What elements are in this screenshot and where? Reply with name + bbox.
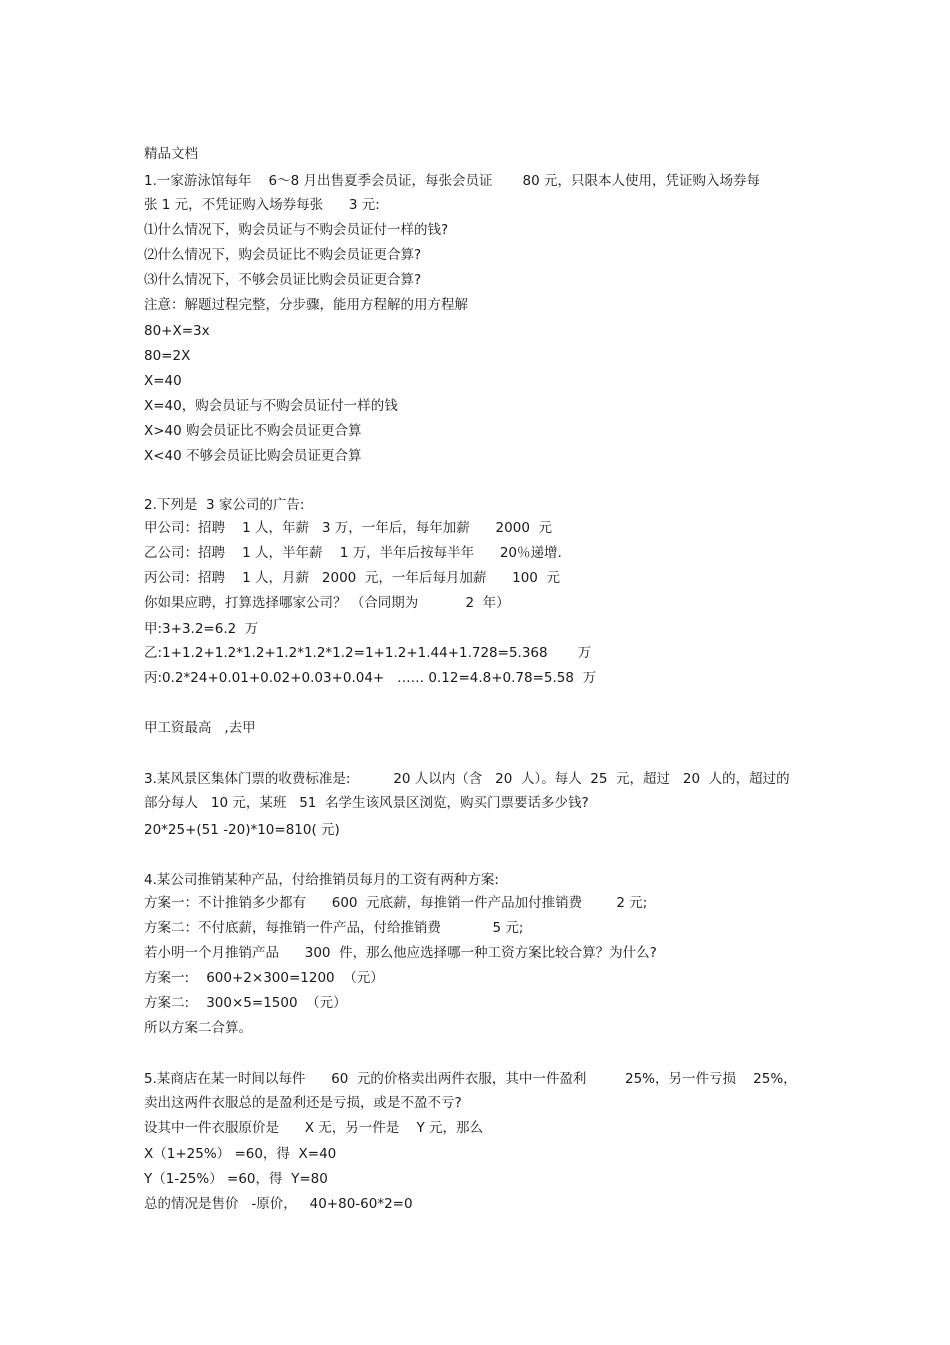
page-header: 精品文档 — [144, 146, 198, 162]
text-line: 总的情况是售价 -原价， 40+80-60*2=0 — [144, 1196, 413, 1212]
text-line: 1.一家游泳馆每年 6～8 月出售夏季会员证，每张会员证 80 元，只限本人使用，凭证购入场券每 — [144, 173, 761, 189]
text-line: 3.某风景区集体门票的收费标准是: 20 人以内（含 20 人）。每人 25 元，超过 20 人的，超过的 — [144, 771, 790, 787]
text-line: 方案一: 600+2×300=1200 （元） — [144, 970, 384, 986]
text-line: X>40 购会员证比不购会员证更合算 — [144, 423, 362, 439]
text-line: 20*25+(51 -20)*10=810( 元) — [144, 822, 340, 838]
text-line: 乙公司：招聘 1 人，半年薪 1 万，半年后按每半年 20％递增. — [144, 545, 562, 561]
text-line: 方案一：不计推销多少都有 600 元底薪，每推销一件产品加付推销费 2 元; — [144, 895, 648, 911]
text-line: 卖出这两件衣服总的是盈利还是亏损，或是不盈不亏? — [144, 1095, 462, 1111]
text-line: 80=2X — [144, 348, 191, 364]
text-line: 2.下列是 3 家公司的广告: — [144, 497, 305, 513]
text-line: 丙:0.2*24+0.01+0.02+0.03+0.04+ …… 0.12=4.8+0.78=5.58 万 — [144, 670, 597, 686]
text-line: 甲:3+3.2=6.2 万 — [144, 621, 259, 637]
text-line: X（1+25%） =60，得 X=40 — [144, 1146, 337, 1162]
text-line: 80+X=3x — [144, 323, 210, 339]
text-line: ⑴什么情况下，购会员证与不购会员证付一样的钱? — [144, 222, 449, 238]
text-line: X=40，购会员证与不购会员证付一样的钱 — [144, 398, 398, 414]
text-line: 乙:1+1.2+1.2*1.2+1.2*1.2*1.2=1+1.2+1.44+1.728=5.368 万 — [144, 645, 592, 661]
text-line: 部分每人 10 元，某班 51 名学生该风景区浏览，购买门票要话多少钱? — [144, 795, 589, 811]
text-line: 丙公司：招聘 1 人，月薪 2000 元，一年后每月加薪 100 元 — [144, 570, 560, 586]
text-line: 方案二：不付底薪，每推销一件产品，付给推销费 5 元; — [144, 920, 524, 936]
text-line: ⑵什么情况下，购会员证比不购会员证更合算? — [144, 247, 422, 263]
text-line: X<40 不够会员证比购会员证更合算 — [144, 448, 362, 464]
text-line: 设其中一件衣服原价是 X 无，另一件是 Y 元，那么 — [144, 1120, 483, 1136]
text-line: 方案二: 300×5=1500 （元） — [144, 995, 347, 1011]
text-line: 你如果应聘，打算选择哪家公司？ （合同期为 2 年） — [144, 595, 510, 611]
text-line: 甲公司：招聘 1 人，年薪 3 万，一年后，每年加薪 2000 元 — [144, 520, 552, 536]
text-line: 注意：解题过程完整，分步骤，能用方程解的用方程解 — [144, 297, 468, 313]
text-line: Y（1-25%） =60，得 Y=80 — [144, 1171, 328, 1187]
text-line: 所以方案二合算。 — [144, 1020, 252, 1036]
text-line: 甲工资最高 ,去甲 — [144, 720, 256, 736]
text-line: ⑶什么情况下，不够会员证比购会员证更合算? — [144, 272, 422, 288]
text-line: 张 1 元，不凭证购入场券每张 3 元: — [144, 197, 380, 213]
text-line: X=40 — [144, 373, 182, 389]
text-line: 若小明一个月推销产品 300 件，那么他应选择哪一种工资方案比较合算？为什么? — [144, 945, 657, 961]
text-line: 4.某公司推销某种产品，付给推销员每月的工资有两种方案: — [144, 872, 499, 888]
text-line: 5.某商店在某一时间以每件 60 元的价格卖出两件衣服，其中一件盈利 25%，另一件亏损 25%， — [144, 1071, 797, 1087]
